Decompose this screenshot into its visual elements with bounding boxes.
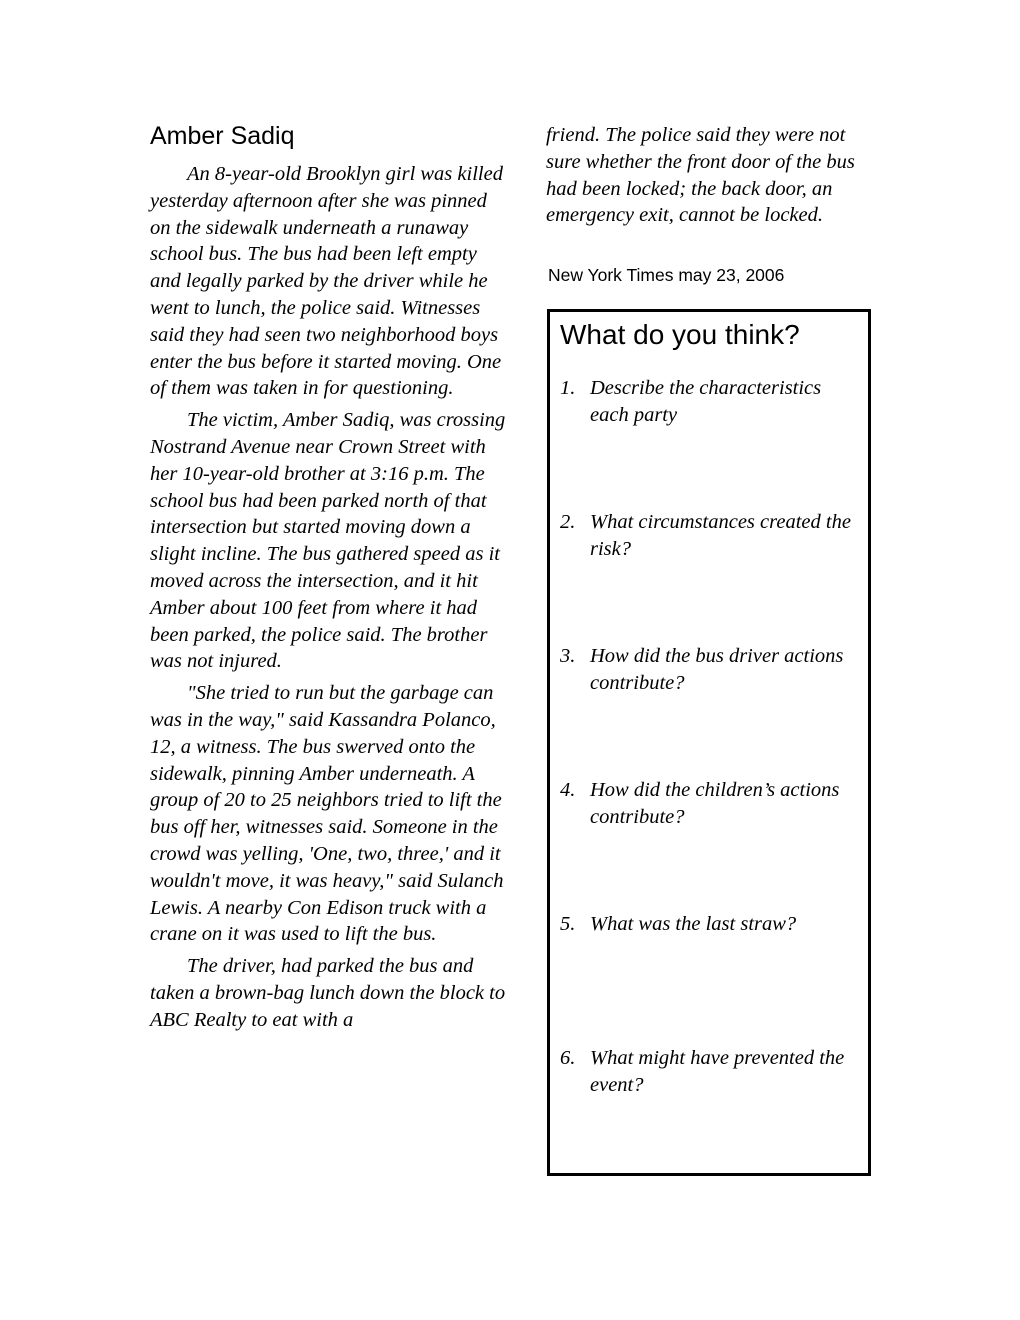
question-text: How did the bus driver actions contribute? — [590, 645, 844, 694]
question-text: How did the children’s actions contribute? — [590, 779, 840, 828]
question-text: What was the last straw? — [590, 913, 797, 935]
question-text: What might have prevented the event? — [590, 1047, 845, 1096]
question-number: 5. — [560, 913, 576, 935]
article-paragraph-2: The victim, Amber Sadiq, was crossing Nostrand Avenue near Crown Street with her 10-year-old brother at 3:16 p.m. The school bus had been parked north of that intersection but started moving down a slight incline. The bus gathered speed as it moved across the intersection, and it hit Amber about 100 feet from where it had been parked, the police said. The brother was not injured. — [150, 409, 506, 673]
question-5 — [560, 911, 860, 938]
question-3 — [560, 643, 860, 697]
article-paragraph-3: "She tried to run but the garbage can was in the way," said Kassandra Polanco, 12, a witness. The bus swerved onto the sidewalk, pinning Amber underneath. A group of 20 to 25 neighbors tried to lift the bus off her, witnesses said. Someone in the crowd was yelling, 'One, two, three,' and it wouldn't move, it was heavy," said Sulanch Lewis. A nearby Con Edison truck with a crane on it was used to lift the bus. — [150, 682, 504, 946]
question-number: 3. — [560, 645, 576, 667]
article-paragraph-4: The driver, had parked the bus and taken a brown-bag lunch down the block to ABC Realty to eat with a — [150, 955, 506, 1031]
question-number: 6. — [560, 1047, 576, 1069]
article-title: Amber Sadiq — [150, 122, 295, 150]
article-continuation-column — [546, 122, 876, 235]
article-continuation: friend. The police said they were not sure whether the front door of the bus had been locked; the back door, an emergency exit, cannot be locked. — [546, 124, 855, 227]
question-text: What circumstances created the risk? — [590, 511, 851, 560]
question-number: 1. — [560, 377, 576, 399]
question-text: Describe the characteristics each party — [590, 377, 822, 426]
question-1 — [560, 375, 860, 429]
question-number: 2. — [560, 511, 576, 533]
question-2 — [560, 509, 860, 563]
article-paragraph-1: An 8-year-old Brooklyn girl was killed yesterday afternoon after she was pinned on the sidewalk underneath a runaway school bus. The bus had been left empty and legally parked by the driver while he went to lunch, the police said. Witnesses said they had seen two neighborhood boys enter the bus before it started moving. One of them was taken in for questioning. — [150, 163, 503, 400]
question-4 — [560, 777, 860, 831]
article-source: New York Times may 23, 2006 — [548, 265, 785, 285]
questions-title: What do you think? — [560, 319, 800, 350]
question-number: 4. — [560, 779, 576, 801]
question-6 — [560, 1045, 860, 1099]
article-body — [150, 161, 508, 1039]
questions-box — [547, 309, 871, 1176]
